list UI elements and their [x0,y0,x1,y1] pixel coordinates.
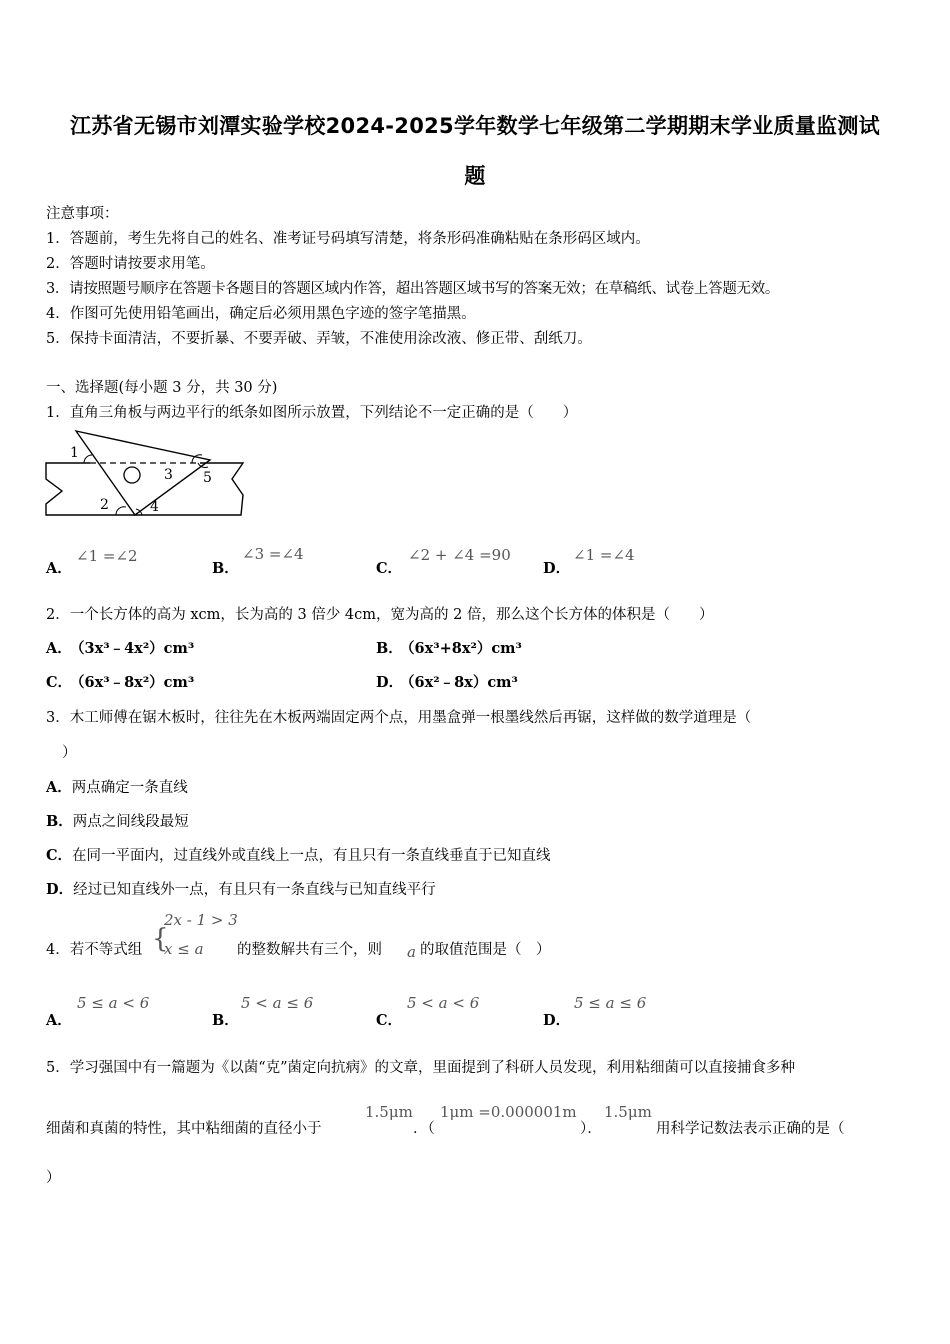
q4-option-c-letter: C． [376,1012,403,1029]
q5-expr-1: 1.5μm [365,1103,413,1121]
q2-option-b-letter: B． [376,640,403,657]
angle-label-5: 5 [203,470,212,486]
question-1-figure [40,425,255,525]
variable-a: a [407,943,416,961]
q1-option-b-letter: B． [212,560,239,577]
question-3-stem: 3．木工师傅在锯木板时，往往先在木板两端固定两个点，用墨盒弹一根墨线然后再锯，这样做的数学道理是（ [46,710,752,726]
note-item: 3．请按照题号顺序在答题卡各题目的答题区域内作答，超出答题区域书写的答案无效；在草稿纸、试卷上答题无效。 [46,281,780,297]
question-3-stem-end: ） [62,745,77,761]
q4-option-a-expr: 5 ≤ a < 6 [77,994,150,1012]
question-5-line-3: ） [46,1170,61,1186]
question-4-stem-after: 的取值范围是（ ） [420,942,551,958]
q4-option-d-expr: 5 ≤ a ≤ 6 [574,994,647,1012]
q1-option-b-expr: ∠3 =∠4 [242,545,304,563]
notes-heading: 注意事项： [46,206,119,222]
q2-option-c-text: （6x³﹣8x²）cm³ [70,674,195,691]
q4-option-b-letter: B． [212,1012,239,1029]
q3-option-a: A．两点确定一条直线 [46,779,188,796]
question-2-stem: 2．一个长方体的高为 xcm，长为高的 3 倍少 4cm，宽为高的 2 倍，那么这个长方体的体积是（ ） [46,607,714,623]
q2-option-d-letter: D． [376,674,404,691]
page-title: 江苏省无锡市刘潭实验学校2024-2025学年数学七年级第二学期期末学业质量监测试 [70,114,880,138]
q1-option-c-letter: C． [376,560,403,577]
q2-option-d-text: （6x²﹣8x）cm³ [400,674,518,691]
page-title-continued: 题 [464,164,486,188]
q1-option-a-letter: A． [46,560,72,577]
q2-option-a-text: （3x³﹣4x²）cm³ [70,640,195,657]
q1-option-d-expr: ∠1 =∠4 [573,546,635,564]
q3-option-d: D．经过已知直线外一点，有且只有一条直线与已知直线平行 [46,881,436,898]
q1-option-d-letter: D． [543,560,571,577]
inequality-line-2: x ≤ a [164,940,204,958]
angle-label-2: 2 [100,497,109,513]
q4-option-c-expr: 5 < a < 6 [407,994,480,1012]
question-4-stem-middle: 的整数解共有三个，则 [237,942,382,958]
q2-option-a-letter: A． [46,640,72,657]
note-item: 5．保持卡面清洁，不要折暴、不要弄破、弄皱，不准使用涂改液、修正带、刮纸刀。 [46,331,592,347]
inequality-line-1: 2x - 1 > 3 [164,911,238,929]
question-5-line-1: 5．学习强国中有一篇题为《以菌“克”菌定向抗病》的文章，里面提到了科研人员发现，利用粘细菌可以直接捕食多种 [46,1060,796,1076]
question-5-line-2b: ．（ [413,1121,435,1137]
inequality-brace: { [152,924,169,954]
angle-label-3: 3 [164,467,173,483]
section-heading: 一、选择题(每小题 3 分，共 30 分) [46,380,278,396]
note-item: 1．答题前，考生先将自己的姓名、准考证号码填写清楚，将条形码准确粘贴在条形码区域内。 [46,231,650,247]
note-item: 4．作图可先使用铅笔画出，确定后必须用黑色字迹的签字笔描黑。 [46,306,476,322]
q1-option-a-expr: ∠1 =∠2 [76,547,138,565]
q4-option-d-letter: D． [543,1012,571,1029]
note-item: 2．答题时请按要求用笔。 [46,256,215,272]
set-square-triangle [76,431,210,515]
question-5-line-2a: 细菌和真菌的特性，其中粘细菌的直径小于 [46,1121,322,1137]
set-square-hole [124,467,140,483]
question-5-line-2c: ）． [580,1121,602,1137]
angle-label-4: 4 [150,499,159,515]
question-5-line-2d: 用科学记数法表示正确的是（ [656,1121,845,1137]
q1-option-c-expr: ∠2 + ∠4 =90 [408,546,511,564]
angle-label-1: 1 [70,445,79,461]
q5-expr-2: 1μm =0.000001m [440,1103,577,1121]
q2-option-b-text: （6x³+8x²）cm³ [400,640,522,657]
q4-option-a-letter: A． [46,1012,72,1029]
q5-expr-3: 1.5μm [604,1103,652,1121]
q2-option-c-letter: C． [46,674,73,691]
q3-option-b: B．两点之间线段最短 [46,813,189,830]
question-1-stem: 1．直角三角板与两边平行的纸条如图所示放置，下列结论不一定正确的是（ ） [46,405,578,421]
q4-option-b-expr: 5 < a ≤ 6 [241,994,314,1012]
question-4-stem-before: 4．若不等式组 [46,942,143,958]
q3-option-c: C．在同一平面内，过直线外或直线上一点，有且只有一条直线垂直于已知直线 [46,847,551,864]
